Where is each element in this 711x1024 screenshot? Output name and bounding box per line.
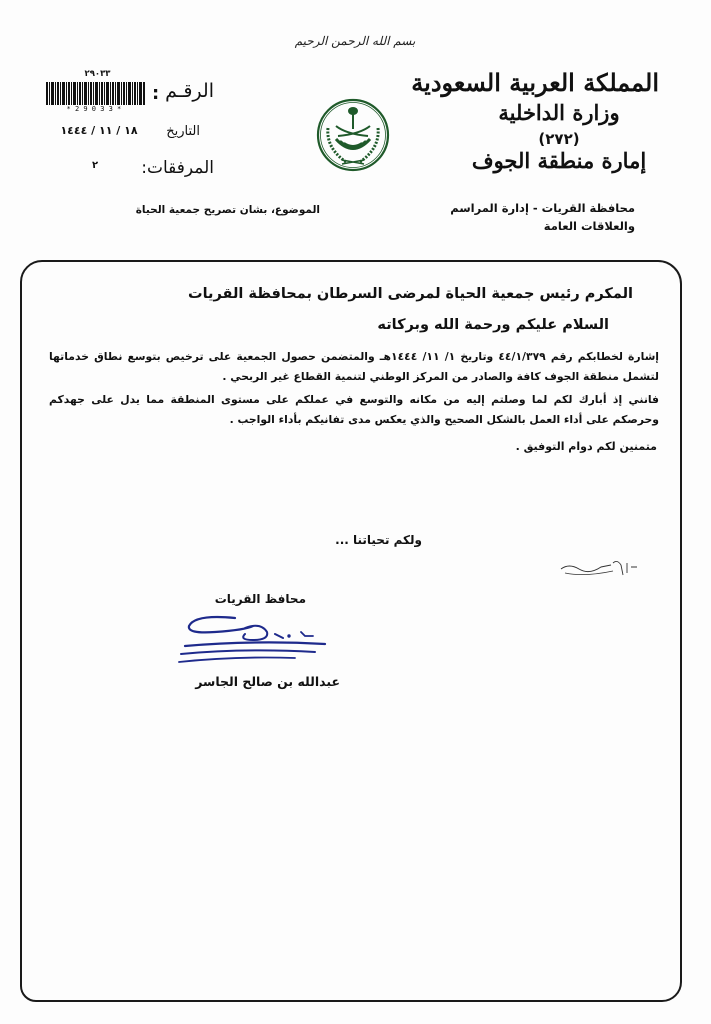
letter-paragraph: متمنين لكم دوام التوفيق . xyxy=(515,440,657,453)
attachments-label: المرفقات: xyxy=(141,158,214,178)
letter-greeting: السلام عليكم ورحمة الله وبركاته xyxy=(377,317,609,333)
reference-date-label: التاريخ xyxy=(166,124,200,139)
reference-number-label: الرقـم xyxy=(165,80,214,102)
barcode-text: *29033* xyxy=(66,105,126,113)
letter-paragraph: إشارة لخطابكم رقم ٤٤/١/٣٧٩ وتاريخ ١/ ١١/ ١٤٤٤هـ والمتضمن حصول الجمعية على ترخيص بتوسع نطاق خدماتها لتشمل منطقة الجوف كافة والصادر من المركز الوطني لتنمية القطاع غير الربحي . xyxy=(49,350,660,383)
org-department-line2: والعلاقات العامة xyxy=(543,219,635,233)
reference-number-colon: : xyxy=(152,83,160,104)
letter-closing: ولكم تحياتنا ... xyxy=(335,533,422,547)
org-kingdom: المملكة العربية السعودية xyxy=(411,68,659,97)
initials-stamp-icon xyxy=(555,553,645,583)
saudi-emblem-icon xyxy=(316,98,390,172)
org-department xyxy=(435,199,635,235)
org-department-line1: محافظة القريات - إدارة المراسم xyxy=(450,201,635,215)
organization-letterhead xyxy=(411,68,659,174)
reference-number-value: ٢٩٠٣٣ xyxy=(84,69,111,79)
org-region: إمارة منطقة الجوف xyxy=(471,148,647,173)
org-code: (٢٧٢) xyxy=(538,130,580,148)
org-ministry: وزارة الداخلية xyxy=(498,100,620,125)
letter-subject: الموضوع، بشان تصريح جمعية الحياة xyxy=(135,204,320,216)
barcode-icon xyxy=(46,82,146,105)
signer-name: عبدالله بن صالح الجاسر xyxy=(195,674,340,689)
letter-paragraph: فانني إذ أبارك لكم لما وصلتم إليه من مكانه والتوسع في عملكم على مستوى المنطقة مما يدل على جهدكم وحرصكم على أداء العمل بالشكل الصحيح والذي يعكس مدى تفانيكم بأداء الواجب . xyxy=(49,393,659,426)
attachments-value: ٢ xyxy=(91,160,99,171)
signer-title: محافظ القريات xyxy=(214,592,306,606)
reference-date-value: ١٨ / ١١ / ١٤٤٤ xyxy=(60,124,138,137)
basmala: بسم الله الرحمن الرحيم xyxy=(294,34,416,48)
letter-recipient: المكرم رئيس جمعية الحياة لمرضى السرطان بمحافظة القريات xyxy=(188,286,633,302)
signature-icon xyxy=(175,612,335,672)
